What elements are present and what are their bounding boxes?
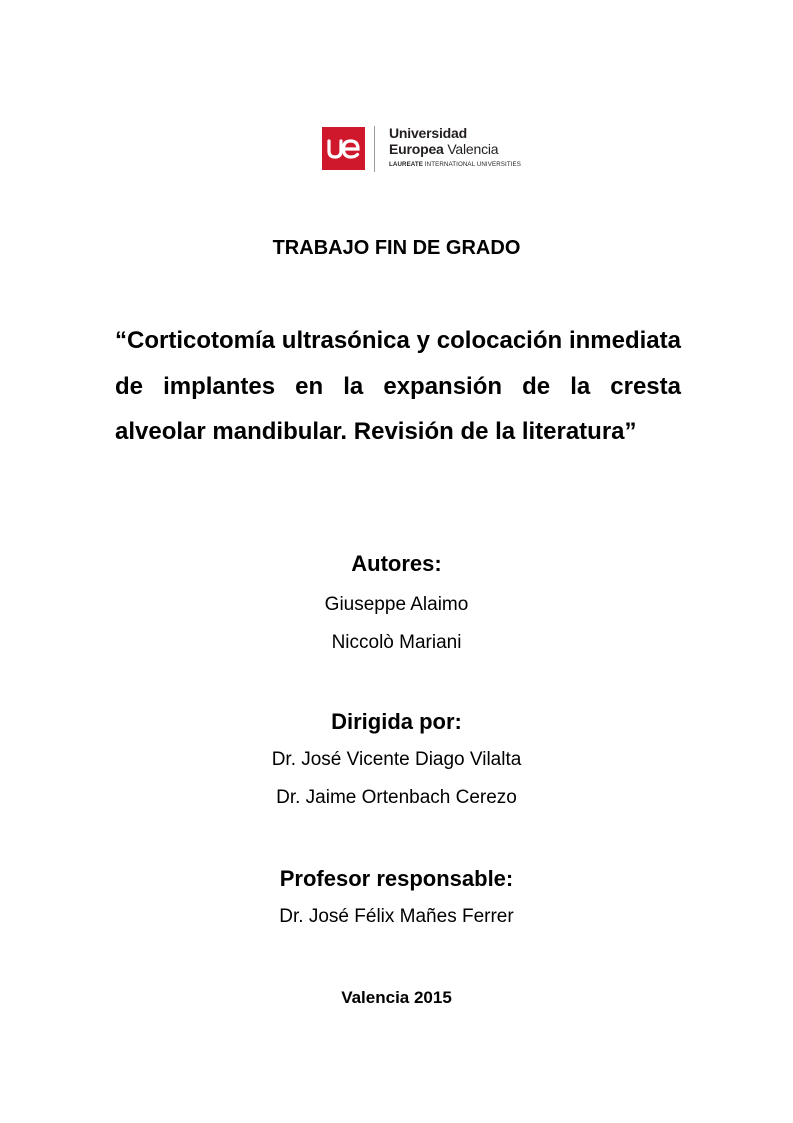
directed-by-heading: Dirigida por: bbox=[331, 709, 462, 734]
logo-campus-name bbox=[389, 141, 539, 157]
director-name: Dr. José Vicente Diago Vilalta bbox=[271, 749, 522, 770]
logo-tagline-laureate: LAUREATE bbox=[389, 161, 424, 168]
logo-divider bbox=[374, 126, 375, 172]
logo-tagline bbox=[389, 161, 539, 169]
director-name: Dr. Jaime Ortenbach Cerezo bbox=[276, 787, 517, 808]
place-year: Valencia 2015 bbox=[341, 988, 452, 1007]
logo-europea: Europea bbox=[389, 141, 444, 157]
degree-heading: TRABAJO FIN DE GRADO bbox=[272, 237, 521, 259]
thesis-title: “Corticotomía ultrasónica y colocación inmediata de implantes en la expansión de la cresta alveolar mandibular. Revisión de la literatura” bbox=[115, 327, 681, 445]
author-name: Niccolò Mariani bbox=[331, 632, 462, 653]
logo-wordmark bbox=[389, 125, 539, 169]
professor-heading: Profesor responsable: bbox=[279, 866, 514, 891]
logo-valencia: Valencia bbox=[447, 141, 499, 157]
professor-name: Dr. José Félix Mañes Ferrer bbox=[279, 906, 514, 927]
authors-heading: Autores: bbox=[351, 551, 442, 576]
university-logo bbox=[322, 126, 534, 172]
logo-university-name: Universidad bbox=[389, 125, 467, 141]
logo-tagline-rest: INTERNATIONAL UNIVERSITIES bbox=[424, 161, 521, 168]
ue-logo-mark-icon bbox=[322, 127, 365, 170]
author-name: Giuseppe Alaimo bbox=[324, 594, 469, 615]
